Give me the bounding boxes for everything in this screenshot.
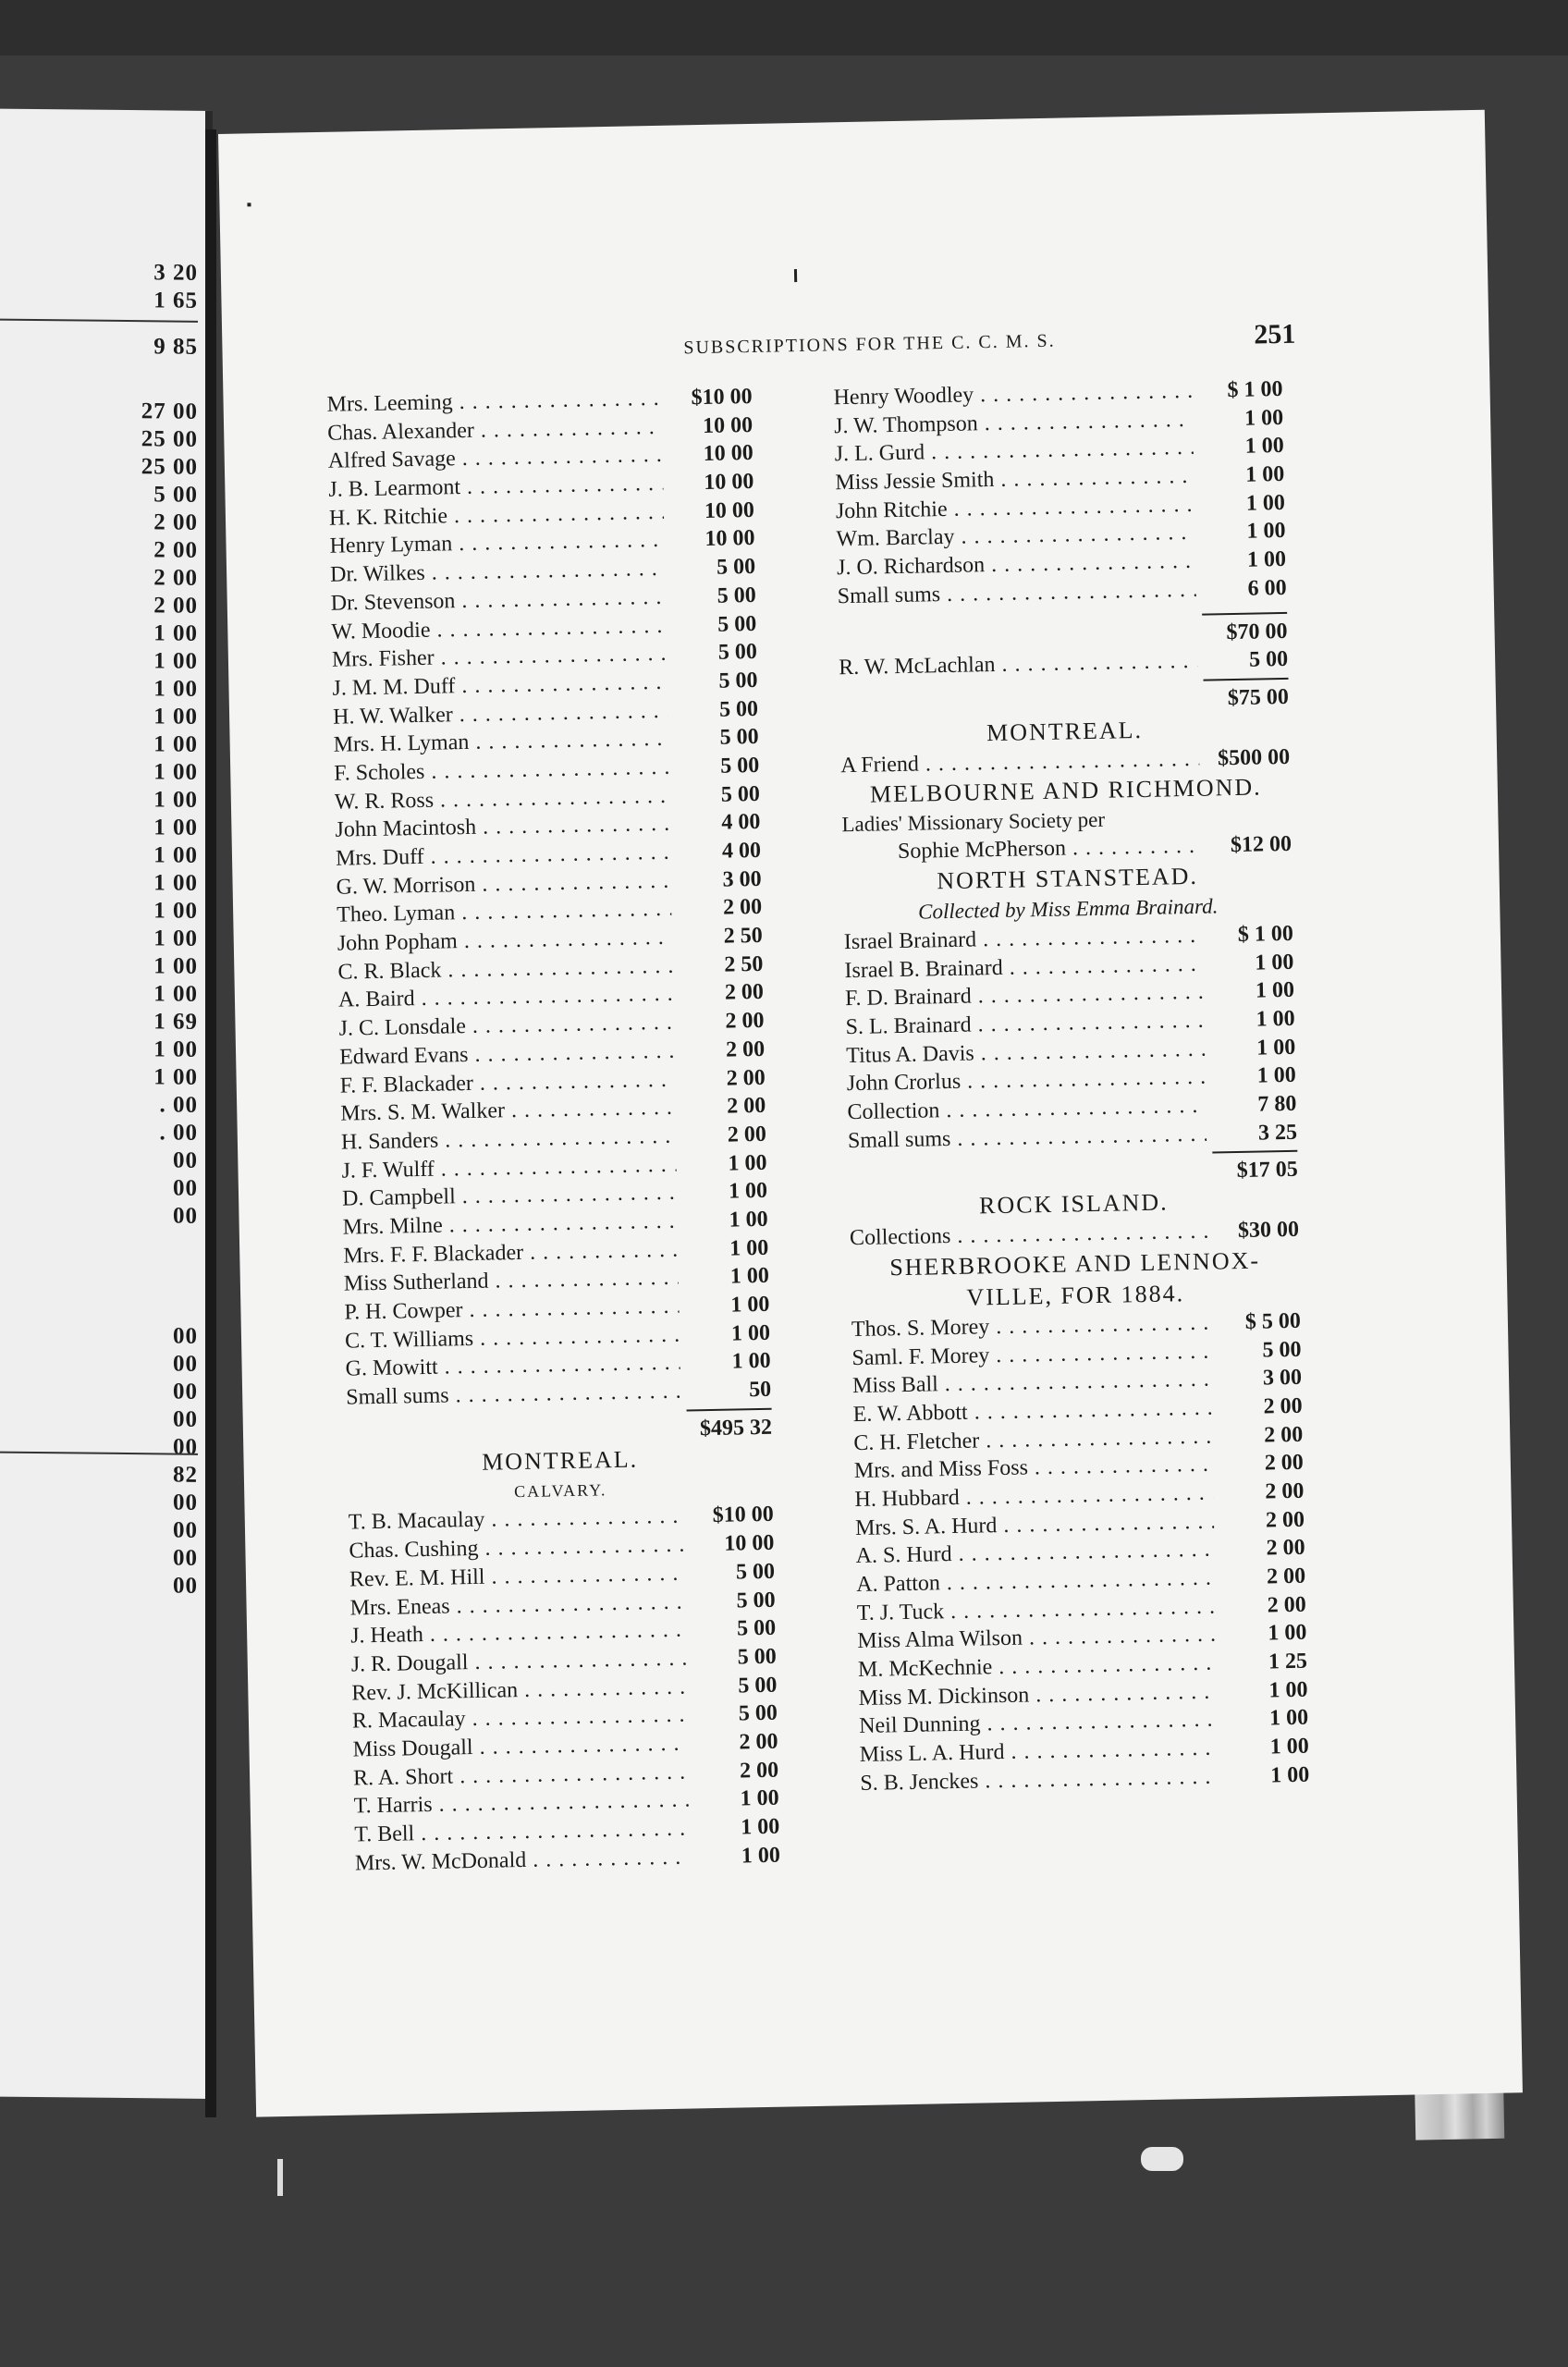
- page-number: 251: [1254, 318, 1296, 350]
- subscription-amount: $12 00: [1230, 832, 1292, 858]
- subscriber-name: H. Hubbard . . .: [854, 1479, 1214, 1515]
- subscriber-name: Miss Jessie Smith . . .: [835, 462, 1194, 497]
- facing-page-amount: 00: [173, 1490, 198, 1515]
- facing-page-amount: 00: [173, 1573, 198, 1599]
- subscription-amount: 10 00: [702, 412, 753, 438]
- subscriber-name: E. W. Abbott . . .: [852, 1394, 1212, 1429]
- subscription-amount: 2 00: [725, 1036, 766, 1062]
- subscriber-name: Thos. S. Morey . . .: [851, 1308, 1211, 1343]
- subscriber-name: Israel B. Brainard . . .: [844, 950, 1204, 985]
- subscriber-name: Collection . . .: [847, 1092, 1207, 1127]
- ink-speck: [247, 202, 251, 206]
- subscription-amount: 2 00: [1266, 1564, 1306, 1589]
- subscriber-name: Rev. J. McKillican . . .: [351, 1673, 687, 1708]
- subscription-amount: 10 00: [704, 497, 755, 523]
- section-heading: ROCK ISLAND.: [978, 1188, 1169, 1220]
- subscription-amount: 2 00: [739, 1729, 778, 1755]
- facing-page-amount: 1 00: [153, 926, 198, 951]
- subscriber-name: J. O. Richardson . . .: [837, 547, 1196, 583]
- facing-page-amount: 00: [173, 1406, 198, 1432]
- subscriber-name: J. M. M. Duff . . .: [332, 668, 668, 704]
- subscription-amount: $30 00: [1237, 1217, 1300, 1244]
- facing-page-amount: 9 85: [153, 334, 198, 360]
- subscriber-name: Israel Brainard . . .: [844, 922, 1204, 957]
- section-heading: VILLE, FOR 1884.: [966, 1279, 1185, 1311]
- subscriber-name: C. R. Black . . .: [337, 951, 673, 987]
- subscriber-name: R. W. McLachlan . . .: [839, 647, 1198, 682]
- subscription-amount: 2 00: [1263, 1422, 1304, 1448]
- subscriber-name: Theo. Lyman . . .: [337, 895, 672, 930]
- subscriber-name: Miss Ball . . .: [852, 1366, 1212, 1401]
- facing-page-amount: 2 00: [153, 537, 198, 563]
- section-heading: MONTREAL.: [986, 716, 1144, 746]
- subscriber-name: S. B. Jenckes . . .: [860, 1762, 1219, 1797]
- facing-page-amount: 1 00: [153, 648, 198, 674]
- subscription-amount: 2 00: [1265, 1478, 1305, 1504]
- subscriber-name: Wm. Barclay . . .: [836, 519, 1195, 554]
- subscription-amount: 2 00: [726, 1065, 766, 1091]
- subscriber-name: Dr. Wilkes . . .: [330, 555, 666, 590]
- subscription-amount: 1 00: [1246, 519, 1286, 545]
- facing-page-amount: 00: [173, 1351, 198, 1377]
- subscriber-name: Henry Lyman . . .: [329, 526, 665, 561]
- subscriber-name: T. J. Tuck . . .: [857, 1592, 1217, 1627]
- subscription-amount: 1 00: [1255, 978, 1295, 1003]
- facing-page-amount: 1 65: [153, 288, 198, 313]
- subscriber-name: J. R. Dougall . . .: [351, 1644, 687, 1679]
- subscriber-name: Alfred Savage . . .: [328, 441, 664, 476]
- total-amount: $70 00: [1226, 619, 1288, 644]
- subscriber-name: J. B. Learmont . . .: [328, 470, 664, 505]
- subscriber-name: F. Scholes . . .: [334, 754, 669, 789]
- subscription-amount: 2 50: [724, 951, 764, 977]
- subscriber-name: Mrs. H. Lyman . . .: [333, 725, 668, 760]
- facing-page-amount: 1 00: [153, 1064, 198, 1090]
- subscription-amount: 2 00: [724, 980, 765, 1006]
- facing-page-amount: 1 00: [153, 787, 198, 813]
- subscriber-name: Miss Alma Wilson . . .: [857, 1621, 1217, 1656]
- facing-page-fragment: [0, 109, 213, 2099]
- subscriber-name: Small sums . . .: [848, 1120, 1207, 1155]
- subscriber-name: Mrs. and Miss Foss . . .: [854, 1451, 1214, 1486]
- subscriber-name: A. Patton . . .: [856, 1564, 1216, 1600]
- subscriber-name: J. W. Thompson . . .: [834, 406, 1194, 441]
- facing-page-amount: 1 00: [153, 981, 198, 1007]
- subscriber-name: H. W. Walker . . .: [333, 696, 668, 731]
- subscription-amount: 1 00: [1269, 1734, 1309, 1760]
- subscription-amount: 1 00: [1256, 1006, 1295, 1032]
- facing-page-amount: 00: [173, 1323, 198, 1349]
- subscription-amount: $ 1 00: [1227, 376, 1283, 403]
- subscription-amount: 5 00: [738, 1673, 778, 1699]
- facing-page-amount: 1 00: [153, 676, 198, 702]
- subscription-amount: 2 00: [1265, 1507, 1305, 1533]
- facing-page-amount: 82: [173, 1462, 198, 1488]
- subscription-amount: 2 00: [1266, 1536, 1305, 1561]
- facing-page-amount: 1 00: [153, 953, 198, 979]
- paper-scrap: [1141, 2147, 1183, 2171]
- subscription-amount: 6 00: [1247, 575, 1287, 601]
- subscriber-name: S. L. Brainard . . .: [845, 1007, 1205, 1042]
- subscription-amount: 2 00: [722, 895, 763, 921]
- subscriber-name: J. L. Gurd . . .: [834, 434, 1194, 469]
- subscriber-name: Mrs. F. F. Blackader . . .: [343, 1235, 679, 1270]
- subscription-amount: 5 00: [716, 555, 756, 580]
- subscriber-name: C. H. Fletcher . . .: [853, 1422, 1213, 1457]
- sum-rule: [0, 1452, 198, 1455]
- subscription-amount: $ 1 00: [1237, 921, 1294, 947]
- subscriber-name: Saml. F. Morey . . .: [851, 1337, 1211, 1372]
- subscription-amount: 50: [748, 1377, 772, 1403]
- subscriber-name: Neil Dunning . . .: [859, 1706, 1219, 1741]
- subscription-amount: 1 00: [729, 1207, 768, 1233]
- facing-page-amount: 1 00: [153, 842, 198, 868]
- subscription-amount: 4 00: [721, 810, 761, 835]
- subscriber-name: T. Bell . . .: [354, 1815, 690, 1850]
- facing-page-amount: 00: [173, 1545, 198, 1571]
- subscriber-name: J. F. Wulff . . .: [341, 1150, 677, 1185]
- facing-page-amount: 25 00: [141, 426, 198, 452]
- scan-border: [0, 0, 1568, 55]
- collector-line: Collected by Miss Emma Brainard.: [917, 894, 1219, 924]
- section-heading: SHERBROOKE AND LENNOX-: [888, 1246, 1261, 1282]
- subscription-amount: 3 00: [1262, 1365, 1303, 1391]
- subscriber-name: F. F. Blackader . . .: [339, 1065, 675, 1100]
- subscriber-name: Small sums . . .: [346, 1378, 681, 1413]
- facing-page-amount: 00: [173, 1434, 198, 1460]
- facing-page-amount: 2 00: [153, 509, 198, 535]
- subscriber-name: C. T. Williams . . .: [345, 1320, 680, 1355]
- subscriber-name: Chas. Cushing . . .: [349, 1531, 684, 1566]
- subscriber-name: A Friend . . .: [840, 744, 1200, 779]
- subscriber-name: Chas. Alexander . . .: [327, 413, 663, 448]
- subscription-amount: 5 00: [737, 1644, 777, 1670]
- subscriber-name: Mrs. Eneas . . .: [349, 1588, 685, 1623]
- subscription-amount: 2 00: [727, 1094, 766, 1119]
- subscriber-name: M. McKechnie . . .: [858, 1650, 1218, 1685]
- facing-page-amount: 1 69: [153, 1009, 198, 1035]
- facing-page-amount: 25 00: [141, 454, 198, 480]
- subscriber-name: G. W. Morrison . . .: [336, 866, 671, 901]
- subscription-amount: $500 00: [1217, 744, 1291, 770]
- subscription-amount: 5 00: [717, 611, 757, 637]
- subscriber-name: John Macintosh . . .: [335, 810, 670, 845]
- subscriber-name: Mrs. S. A. Hurd . . .: [855, 1507, 1215, 1542]
- subscription-amount: 1 00: [741, 1814, 780, 1840]
- subscription-amount: 2 00: [727, 1122, 767, 1147]
- facing-page-amount: 00: [173, 1379, 198, 1404]
- subscriber-name: J. C. Lonsdale . . .: [338, 1009, 674, 1044]
- subscription-amount: 2 00: [1263, 1393, 1303, 1419]
- subscriber-name: Miss Dougall . . .: [352, 1730, 688, 1765]
- subscriber-name: W. Moodie . . .: [331, 611, 667, 646]
- subscription-amount: 5 00: [1248, 647, 1289, 672]
- subscriber-name: Mrs. S. M. Walker . . .: [340, 1094, 676, 1129]
- subscription-amount: 2 00: [739, 1758, 779, 1784]
- facing-page-amount: 1 00: [153, 898, 198, 924]
- facing-page-amount: 1 00: [153, 1036, 198, 1062]
- facing-page-amount: . 00: [159, 1092, 198, 1118]
- subscriber-name: H. K. Ritchie . . .: [329, 498, 665, 533]
- subscription-amount: 1 25: [1268, 1649, 1308, 1674]
- subscription-amount: 10 00: [704, 526, 755, 552]
- subscriber-name: John Crorlus . . .: [847, 1063, 1207, 1098]
- subscription-amount: 3 25: [1257, 1120, 1298, 1146]
- subscription-amount: 1 00: [1255, 950, 1294, 975]
- subscriber-name: H. Sanders . . .: [341, 1122, 677, 1158]
- subscriber-name: J. Heath . . .: [350, 1616, 686, 1651]
- subscription-amount: 7 80: [1257, 1091, 1297, 1117]
- subscription-amount: 1 00: [1268, 1677, 1308, 1703]
- facing-page-amount: 3 20: [153, 260, 198, 286]
- subscription-amount: $10 00: [712, 1502, 775, 1528]
- section-heading: MELBOURNE AND RICHMOND.: [869, 773, 1262, 808]
- total-amount: $17 05: [1236, 1158, 1298, 1184]
- subscription-amount: $10 00: [691, 384, 753, 411]
- subscriber-name: Miss Sutherland . . .: [344, 1264, 680, 1299]
- subscription-amount: 1 00: [1245, 490, 1286, 516]
- facing-page-amount: 00: [173, 1147, 198, 1173]
- subscription-amount: 10 00: [703, 441, 753, 467]
- subscription-amount: 1 00: [1268, 1706, 1309, 1731]
- subscriber-name: G. Mowitt . . .: [345, 1349, 680, 1384]
- subscription-amount: 10 00: [704, 470, 754, 496]
- book-page: [218, 110, 1523, 2117]
- left-column: [326, 383, 780, 1878]
- subscriber-name: P. H. Cowper . . .: [344, 1293, 680, 1328]
- facing-page-amount: 1 00: [153, 731, 198, 757]
- facing-page-amount: 00: [173, 1517, 198, 1543]
- right-column: [833, 375, 1309, 1798]
- subscription-amount: 1 00: [1270, 1762, 1310, 1788]
- facing-page-amount: 1 00: [153, 620, 198, 646]
- subscriber-name: Mrs. Fisher . . .: [332, 640, 668, 675]
- subscriber-name: Dr. Stevenson . . .: [330, 583, 666, 619]
- scan-mark: [277, 2159, 283, 2196]
- subscriber-name: Henry Woodley . . .: [833, 377, 1193, 412]
- subscriber-name: R. A. Short . . .: [353, 1758, 689, 1793]
- subscription-amount: 5 00: [718, 668, 758, 693]
- subscription-amount: 1 00: [1256, 1035, 1296, 1061]
- subscriber-name: A. S. Hurd . . .: [855, 1536, 1215, 1571]
- church-subheading: CALVARY.: [513, 1480, 607, 1502]
- subscription-amount: 1 00: [729, 1264, 770, 1289]
- facing-page-amount: . 00: [159, 1120, 198, 1146]
- book-spine: [205, 129, 216, 2117]
- subscriber-name: T. B. Macaulay . . .: [349, 1502, 684, 1538]
- subscription-amount: 1 00: [1268, 1621, 1307, 1646]
- subscription-amount: 2 00: [1267, 1592, 1306, 1618]
- facing-page-amount: 27 00: [141, 399, 198, 424]
- subscription-amount: 1 00: [730, 1292, 770, 1318]
- facing-page-amount: 1 00: [153, 870, 198, 896]
- subscriber-name: R. Macaulay . . .: [352, 1701, 688, 1736]
- subscription-amount: 1 00: [729, 1235, 769, 1261]
- subscriber-name: John Popham . . .: [337, 924, 673, 959]
- facing-page-amount: 1 00: [153, 704, 198, 730]
- facing-page-amount: 2 00: [153, 593, 198, 619]
- subscription-amount: 5 00: [719, 725, 759, 750]
- subscription-amount: 5 00: [735, 1559, 776, 1585]
- subscription-amount: 1 00: [728, 1179, 768, 1204]
- subscription-amount: 2 00: [725, 1008, 765, 1034]
- subscription-amount: 1 00: [740, 1786, 779, 1811]
- subscriber-name: Miss M. Dickinson . . .: [858, 1677, 1218, 1712]
- subscription-amount: 5 00: [720, 781, 761, 807]
- subscriber-name: John Ritchie . . .: [836, 491, 1195, 526]
- facing-page-amount: 00: [173, 1203, 198, 1229]
- subscription-amount: 2 50: [723, 923, 764, 949]
- subscription-amount: 5 00: [719, 753, 760, 779]
- subscription-amount: 1 00: [1244, 434, 1284, 460]
- subscription-amount: 10 00: [724, 1530, 775, 1556]
- subscription-amount: 5 00: [736, 1588, 776, 1613]
- sum-rule: [0, 319, 198, 323]
- subscriber-name: W. R. Ross . . .: [335, 781, 670, 816]
- subscriber-name: Mrs. Duff . . .: [336, 839, 671, 874]
- subscriber-name: Miss L. A. Hurd . . .: [859, 1735, 1219, 1770]
- subscriber-name: Collections . . .: [850, 1218, 1209, 1253]
- subscription-amount: 1 00: [730, 1320, 771, 1346]
- society-line: Ladies' Missionary Society per: [841, 807, 1106, 837]
- subscriber-name: Rev. E. M. Hill . . .: [349, 1559, 685, 1594]
- facing-page-amount: 5 00: [153, 482, 198, 508]
- section-heading: NORTH STANSTEAD.: [937, 862, 1199, 895]
- facing-page-amount: 1 00: [153, 759, 198, 785]
- subscriber-name: Sophie McPherson . . .: [898, 832, 1202, 866]
- subscription-amount: 1 00: [1256, 1063, 1297, 1088]
- running-head: SUBSCRIPTIONS FOR THE C. C. M. S.: [683, 330, 1056, 359]
- section-heading: MONTREAL.: [481, 1445, 639, 1477]
- subscription-amount: 1 00: [741, 1843, 781, 1869]
- ink-speck: [794, 269, 797, 282]
- subscriber-name: A. Baird . . .: [338, 980, 674, 1015]
- facing-page-amount: 1 00: [153, 815, 198, 840]
- subscription-amount: 1 00: [1243, 405, 1284, 431]
- subscription-amount: 1 00: [728, 1150, 767, 1176]
- subscription-amount: 2 00: [1264, 1450, 1305, 1476]
- subscriber-name: Mrs. Leeming . . .: [326, 385, 662, 420]
- subscriber-name: Titus A. Davis . . .: [846, 1035, 1206, 1070]
- subscriber-name: Mrs. Milne . . .: [342, 1208, 678, 1243]
- subscription-amount: 1 00: [731, 1349, 771, 1374]
- subscriber-name: F. D. Brainard . . .: [845, 978, 1205, 1013]
- subscription-amount: 1 00: [1245, 461, 1285, 487]
- subscriber-name: Mrs. W. McDonald . . .: [355, 1843, 691, 1878]
- facing-page-amount: 00: [173, 1175, 198, 1201]
- subscriber-name: Edward Evans . . .: [339, 1037, 675, 1073]
- subscription-amount: 5 00: [736, 1615, 777, 1641]
- subscriber-name: Small sums . . .: [837, 576, 1196, 611]
- subscription-amount: 1 00: [1246, 547, 1287, 572]
- subscription-amount: 4 00: [721, 838, 762, 864]
- subscription-amount: 5 00: [717, 583, 756, 608]
- subscription-amount: $ 5 00: [1244, 1308, 1302, 1334]
- subscription-amount: 5 00: [738, 1700, 778, 1726]
- subscriber-name: T. Harris . . .: [353, 1786, 689, 1821]
- subscription-amount: 5 00: [1262, 1337, 1302, 1363]
- subscription-amount: 5 00: [718, 696, 759, 722]
- total-amount: $75 00: [1227, 684, 1290, 711]
- subscriber-name: D. Campbell . . .: [342, 1179, 678, 1214]
- subscription-amount: 5 00: [717, 640, 758, 665]
- facing-page-amount: 2 00: [153, 565, 198, 591]
- subscription-amount: 3 00: [722, 866, 762, 892]
- total-amount: $495 32: [699, 1415, 773, 1441]
